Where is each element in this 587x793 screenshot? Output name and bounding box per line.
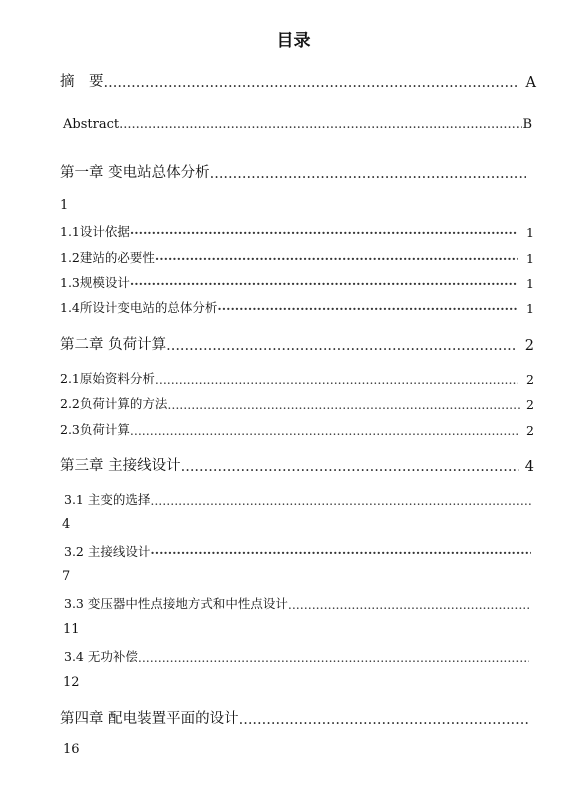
- toc-entry-page: 4: [524, 459, 534, 475]
- toc-entry-chapter-2[interactable]: [60, 333, 534, 354]
- toc-entry-section-1-2[interactable]: [60, 248, 534, 266]
- toc-entry-page: A: [525, 75, 536, 91]
- toc-entry-title: 1.1设计依据: [60, 224, 130, 239]
- leader-dots: [217, 301, 518, 316]
- leader-dots: [130, 423, 518, 438]
- toc-entry-title: 2.2负荷计算的方法: [60, 396, 168, 411]
- leader-dots: [130, 225, 518, 240]
- toc-entry-title: Abstract: [63, 117, 120, 132]
- toc-entry-page: 1: [526, 251, 534, 266]
- leader-dots: [150, 545, 531, 560]
- toc-entry-page: 2: [526, 372, 534, 387]
- toc-entry-title: 摘 要: [60, 74, 104, 90]
- toc-entry-title: 1.3规模设计: [60, 275, 130, 290]
- toc-entry-page: B: [522, 117, 532, 132]
- toc-entry-title: 2.3负荷计算: [60, 422, 130, 437]
- toc-entry-section-3-1[interactable]: [64, 490, 531, 508]
- leader-dots: [119, 117, 522, 132]
- toc-entry-title: 3.4 无功补偿: [64, 649, 138, 664]
- toc-entry-section-2-1[interactable]: [60, 369, 534, 387]
- toc-entry-title: 3.1 主变的选择: [64, 492, 151, 507]
- leader-dots: [181, 459, 519, 475]
- toc-entry-section-2-3[interactable]: [60, 420, 534, 438]
- toc-entry-section-1-1[interactable]: [60, 222, 534, 240]
- toc-entry-title: 3.3 变压器中性点接地方式和中性点设计: [64, 596, 288, 611]
- leader-dots: [150, 493, 531, 508]
- leader-dots: [138, 650, 529, 665]
- leader-dots: [167, 397, 522, 412]
- toc-entry-chapter-3[interactable]: [60, 454, 534, 475]
- toc-entry-abstract-en[interactable]: [63, 117, 532, 132]
- toc-entry-page: 2: [526, 397, 534, 412]
- toc-entry-page: 1: [526, 276, 534, 291]
- toc-entry-page: 1: [60, 198, 69, 213]
- toc-entry-page: 12: [63, 675, 80, 690]
- leader-dots: [130, 276, 518, 291]
- toc-entry-section-1-4[interactable]: [60, 298, 534, 316]
- toc-entry-title: 2.1原始资料分析: [60, 371, 155, 386]
- leader-dots: [210, 166, 526, 182]
- toc-entry-section-1-3[interactable]: [60, 273, 534, 291]
- toc-entry-page: 7: [62, 569, 71, 584]
- toc-entry-page: 1: [526, 301, 534, 316]
- toc-entry-title: 第一章 变电站总体分析: [60, 165, 210, 181]
- toc-entry-title: 第三章 主接线设计: [60, 458, 181, 474]
- toc-entry-page: 2: [526, 423, 534, 438]
- toc-entry-title: 1.4所设计变电站的总体分析: [60, 300, 218, 315]
- toc-entry-section-3-2[interactable]: [64, 542, 531, 560]
- leader-dots: [104, 75, 518, 91]
- toc-entry-page: 16: [63, 742, 80, 757]
- leader-dots: [155, 251, 518, 266]
- toc-entry-page: 11: [63, 622, 80, 637]
- toc-entry-title: 第二章 负荷计算: [60, 337, 167, 353]
- toc-entry-section-3-4[interactable]: [64, 647, 529, 665]
- leader-dots: [239, 712, 528, 728]
- leader-dots: [155, 372, 518, 387]
- toc-title: 目录: [276, 31, 311, 51]
- toc-entry-title: 3.2 主接线设计: [64, 544, 151, 559]
- toc-entry-page: 4: [62, 517, 71, 532]
- toc-entry-abstract-cn[interactable]: [60, 70, 536, 91]
- toc-entry-section-3-3[interactable]: [64, 594, 529, 612]
- leader-dots: [166, 338, 517, 354]
- toc-entry-chapter-1[interactable]: [60, 161, 526, 182]
- toc-entry-title: 1.2建站的必要性: [60, 250, 155, 265]
- toc-entry-chapter-4[interactable]: [60, 707, 528, 728]
- toc-entry-page: 2: [524, 338, 534, 354]
- toc-entry-page: 1: [526, 225, 534, 240]
- toc-entry-title: 第四章 配电装置平面的设计: [60, 711, 239, 727]
- toc-entry-section-2-2[interactable]: [60, 394, 534, 412]
- leader-dots: [288, 597, 529, 612]
